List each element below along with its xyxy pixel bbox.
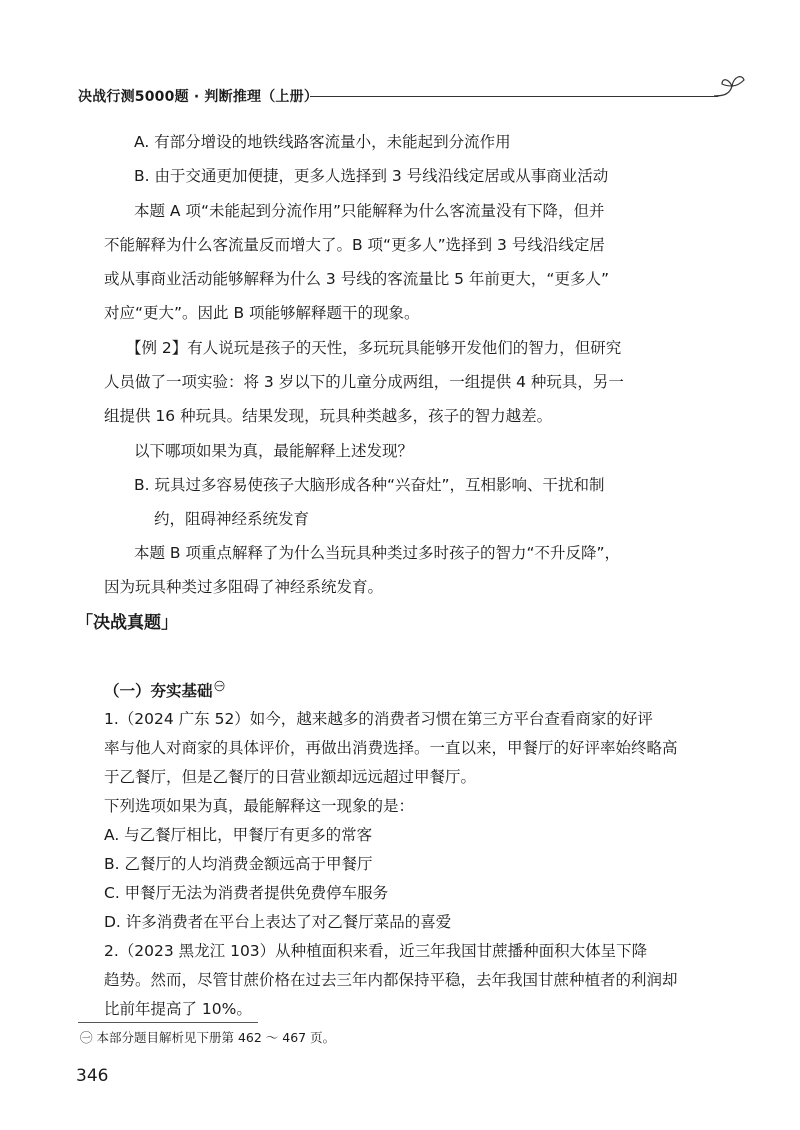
footnote-rule [78,1022,258,1023]
question-1-option-a: A. 与乙餐厅相比，甲餐厅有更多的常客 [104,826,373,844]
subsection-title [104,678,225,701]
footnote: ㊀ 本部分题目解析见下册第 462 ～ 467 页。 [80,1030,336,1045]
header-rule [310,96,718,97]
sprout-icon [710,72,750,106]
example-2-line: 人员做了一项实验：将 3 岁以下的儿童分成两组，一组提供 4 种玩具，另一 [104,373,624,391]
explanation-line: 不能解释为什么客流量反而增大了。B 项“更多人”选择到 3 号线沿线定居 [104,236,605,254]
explanation-line: 或从事商业活动能够解释为什么 3 号线的客流量比 5 年前更大，“更多人” [104,270,609,288]
question-1-stem: 下列选项如果为真，最能解释这一现象的是： [104,797,415,815]
subsection-label: （一）夯实基础 [104,682,213,701]
running-header [78,82,678,108]
question-2-line: 2.（2023 黑龙江 103）从种植面积来看，近三年我国甘蔗播种面积大体呈下降 [104,942,648,960]
footnote-marker: ㊀ [214,682,225,693]
question-1-option-b: B. 乙餐厅的人均消费金额远高于甲餐厅 [104,855,373,873]
question-1-option-c: C. 甲餐厅无法为消费者提供免费停车服务 [104,884,389,902]
option-b-text: B. 玩具过多容易使孩子大脑形成各种“兴奋灶”，互相影响、干扰和制 [134,476,605,494]
question-stem: 以下哪项如果为真，最能解释上述发现？ [134,442,414,460]
example-2-line: 【例 2】有人说玩是孩子的天性，多玩玩具能够开发他们的智力，但研究 [126,339,622,357]
header-title: 决战行测5000题 · 判断推理（上册） [78,89,319,105]
explanation-line: 因为玩具种类过多阻碍了神经系统发育。 [104,578,384,596]
question-1-line: 1.（2024 广东 52）如今，越来越多的消费者习惯在第三方平台查看商家的好评 [104,710,653,728]
explanation-line: 对应“更大”。因此 B 项能够解释题干的现象。 [104,304,420,322]
explanation-line: 本题 B 项重点解释了为什么当玩具种类过多时孩子的智力“不升反降”， [134,544,621,562]
example-2-line: 组提供 16 种玩具。结果发现，玩具种类越多，孩子的智力越差。 [104,407,553,425]
question-2-line: 比前年提高了 10%。 [104,1000,252,1018]
question-1-line: 率与他人对商家的具体评价，再做出消费选择。一直以来，甲餐厅的好评率始终略高 [104,739,678,757]
option-a-text: A. 有部分增设的地铁线路客流量小，未能起到分流作用 [134,133,511,151]
section-title: 「决战真题」 [76,613,178,633]
question-1-line: 于乙餐厅，但是乙餐厅的日营业额却远远超过甲餐厅。 [104,768,477,786]
page-number: 346 [76,1066,109,1086]
option-b-text: B. 由于交通更加便捷，更多人选择到 3 号线沿线定居或从事商业活动 [134,167,609,185]
question-2-line: 趋势。然而，尽管甘蔗价格在过去三年内都保持平稳，去年我国甘蔗种植者的利润却 [104,971,678,989]
explanation-line: 本题 A 项“未能起到分流作用”只能解释为什么客流量没有下降，但并 [134,202,605,220]
option-b-text: 约，阻碍神经系统发育 [154,510,310,528]
question-1-option-d: D. 许多消费者在平台上表达了对乙餐厅菜品的喜爱 [104,913,452,931]
